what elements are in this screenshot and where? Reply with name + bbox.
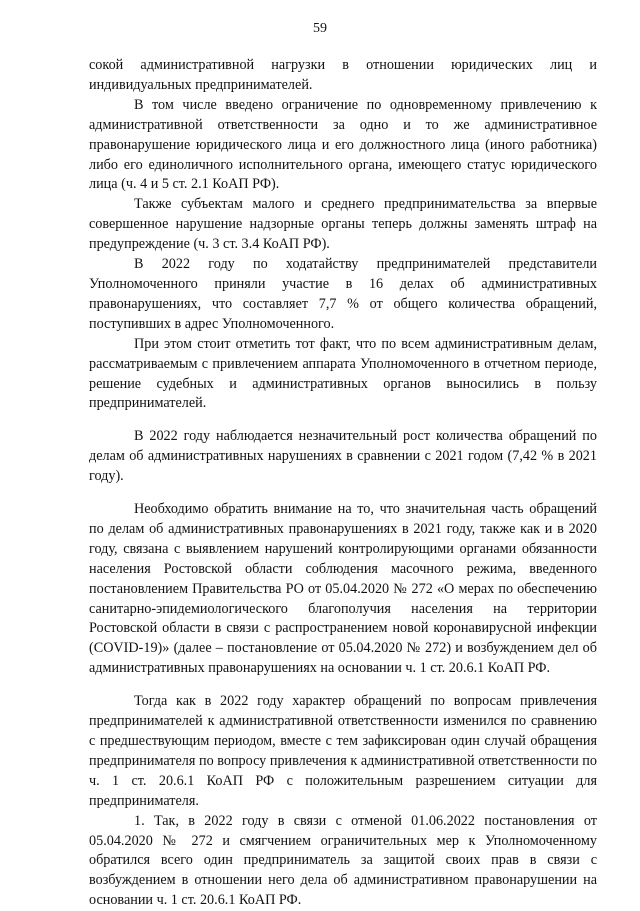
- paragraph-mask-regime: Необходимо обратить внимание на то, что значительная часть обращений по делам об административных правонарушениях в 2021 году, также как и в 2020 году, связана с выявлением нарушений контролирующими органами обязанности населения Ростовской области соблюдения масочного режима, введенного постановлением Правительства РО от 05.04.2020 № 272 «О мерах по обеспечению санитарно-эпидемиологического благополучия населения на территории Ростовской области в связи с распространением новой коронавирусной инфекции (COVID-19)» (далее – постановление от 05.04.2020 № 272) и возбуждением дел об административных правонарушениях на основании ч. 1 ст. 20.6.1 КоАП РФ.: [89, 501, 597, 677]
- paragraph-warning-replacement: Также субъектам малого и среднего предпринимательства за впервые совершенное нарушение надзорные органы теперь должны заменять штраф на предупреждение (ч. 3 ст. 3.4 КоАП РФ).: [89, 196, 597, 253]
- paragraph-2022-participation: В 2022 году по ходатайству предпринимателей представители Уполномоченного приняли участие в 16 делах об административных правонарушениях, что составляет 7,7 % от общего количества обращений, поступивших в адрес Уполномоченного.: [89, 256, 597, 332]
- body-text: [89, 56, 597, 911]
- paragraph-growth: В 2022 году наблюдается незначительный рост количества обращений по делам об административных нарушениях в сравнении с 2021 годом (7,42 % в 2021 году).: [89, 428, 597, 485]
- paragraph-case-1: 1. Так, в 2022 году в связи с отменой 01.06.2022 постановления от 05.04.2020 № 272 и смягчением ограничительных мер к Уполномоченному обратился всего один предприниматель за защитой своих прав в связи с возбуждением в отношении него дела об административном правонарушении на основании ч. 1 ст. 20.6.1 КоАП РФ.: [89, 812, 597, 909]
- paragraph-continuation: сокой административной нагрузки в отношении юридических лиц и индивидуальных предпринимателей.: [89, 57, 597, 93]
- paragraph-restriction: В том числе введено ограничение по одновременному привлечению к административной ответственности за одно и то же административное правонарушение юридического лица и его должностного лица (иного работника) либо его единоличного исполнительного органа, имеющего статус юридического лица (ч. 4 и 5 ст. 2.1 КоАП РФ).: [89, 96, 597, 193]
- paragraph-2022-character: Тогда как в 2022 году характер обращений по вопросам привлечения предпринимателей к административной ответственности изменился по сравнению с предшествующим периодом, вместе с тем зафиксирован один случай обращения предпринимателя по вопросу привлечения к административной ответственности по ч. 1 ст. 20.6.1 КоАП РФ с положительным разрешением ситуации для предпринимателя.: [89, 693, 597, 809]
- paragraph-decisions-in-favor: При этом стоит отметить тот факт, что по всем административным делам, рассматриваемым с привлечением аппарата Уполномоченного в отчетном периоде, решение судебных и административных органов выносились в пользу предпринимателей.: [89, 335, 597, 412]
- page-number: 59: [313, 21, 327, 36]
